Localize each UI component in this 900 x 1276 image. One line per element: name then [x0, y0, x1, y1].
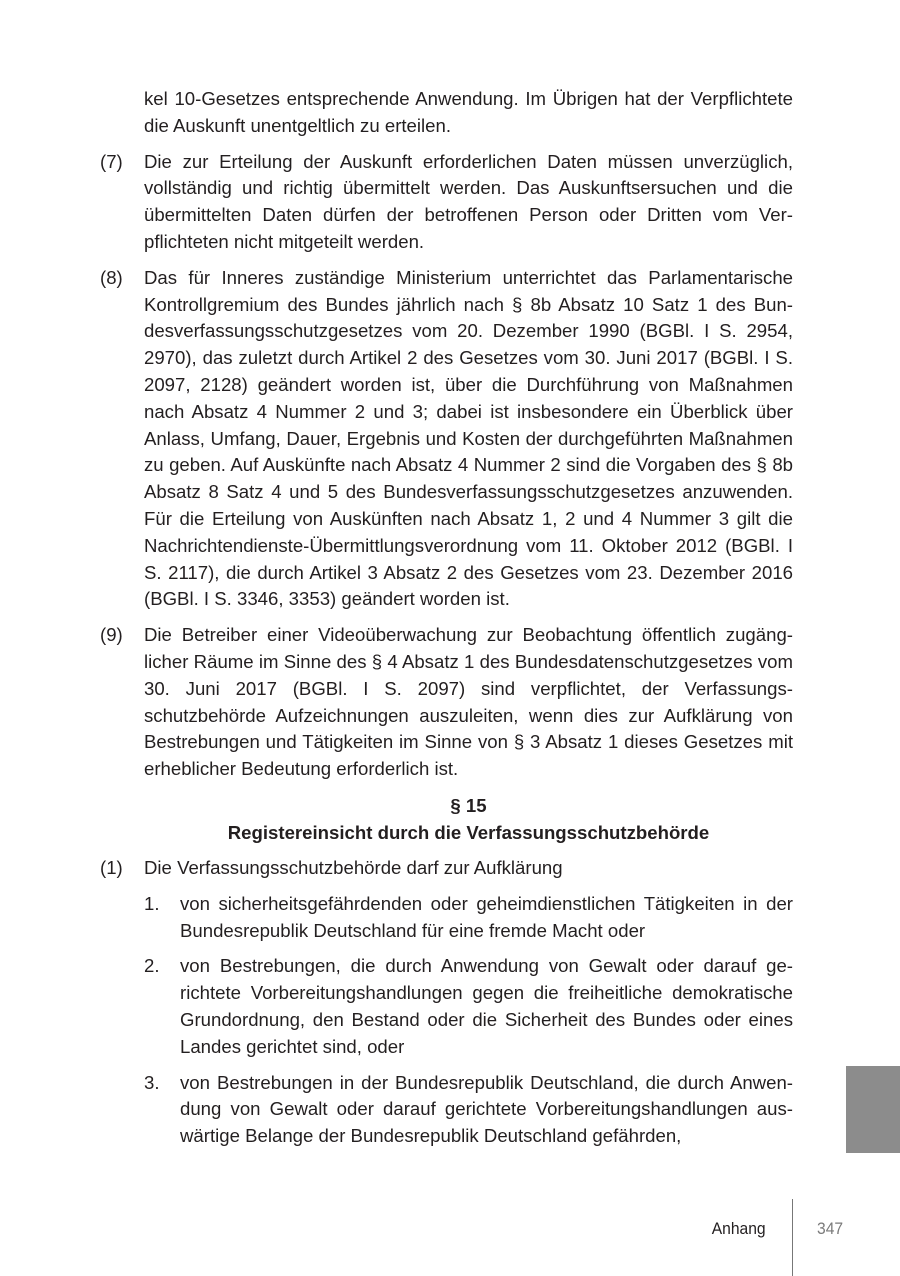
paragraph-number: (8) [100, 266, 123, 288]
paragraph-number: (9) [100, 624, 123, 646]
list-item-1 [144, 891, 793, 945]
paragraph-number: (1) [100, 856, 123, 878]
list-item-text: von Bestrebungen, die durch Anwendung von Gewalt oder darauf gerichtete Vorbereitungshandlungen gegen die freiheitliche demokratische Grundordnung, den Bestand oder die Sicherheit des Bundes oder eines Landes gerichtet sind, oder [180, 955, 793, 1057]
list-item-number: 2. [144, 955, 160, 977]
list-item-number: 1. [144, 892, 160, 914]
paragraph-text: Das für Inneres zuständige Ministerium unterrichtet das Parlamentarische Kontrollgremium des Bundes jährlich nach § 8b Absatz 10 Satz 1 des Bundesverfassungsschutzgesetzes vom 20. Dezember 1990 (BGBl. I S. 2954, 2970), das zuletzt durch Artikel 2 des Gesetzes vom 30. Juni 2017 (BGBl. I S. 2097, 2128) geändert worden ist, über die Durchführung von Maßnahmen nach Absatz 4 Nummer 2 und 3; dabei ist insbesondere ein Überblick über Anlass, Umfang, Dauer, Ergebnis und Kosten der durchgeführten Maßnahmen zu geben. Auf Auskünfte nach Absatz 4 Nummer 2 sind die Vorgaben des § 8b Absatz 8 Satz 4 und 5 des Bundesverfassungsschutzgesetzes anzuwenden. Für die Erteilung von Auskünften nach Absatz 1, 2 und 4 Nummer 3 gilt die Nachrichtendienste-Übermittlungsverordnung vom 11. Oktober 2012 (BGBl. I S. 2117), die durch Artikel 3 Absatz 2 des Gesetzes vom 23. Dezember 2016 (BGBl. I S. 3346, 3353) geändert worden ist. [144, 266, 793, 610]
list-item-2 [144, 953, 793, 1060]
section-paragraph-1 [100, 855, 793, 882]
list-item-number: 3. [144, 1071, 160, 1093]
section-title: Registereinsicht durch die Verfassungsschutzbehörde [227, 821, 710, 843]
body-text [100, 86, 793, 1159]
paragraph-text: Die zur Erteilung der Auskunft erforderlichen Daten müssen unverzüglich, vollständig und richtig übermittelt werden. Das Auskunftsersuchen und die übermittelten Daten dürfen der betroffenen Person oder Dritten vom Verpflichteten nicht mitgeteilt werden. [144, 150, 793, 252]
paragraph-text: Die Betreiber einer Videoüberwachung zur Beobachtung öffentlich zugänglicher Räume im Sinne des § 4 Absatz 1 des Bundesdatenschutzgesetzes vom 30. Juni 2017 (BGBl. I S. 2097) sind verpflichtet, der Verfassungsschutzbehörde Aufzeichnungen auszuleiten, wenn dies zur Aufklärung von Bestrebungen und Tätigkeiten im Sinne von § 3 Absatz 1 dieses Gesetzes mit erheblicher Bedeutung erforderlich ist. [144, 624, 793, 780]
section-heading [100, 792, 793, 846]
list-item-3 [144, 1070, 793, 1150]
chapter-thumb-tab [846, 1066, 900, 1153]
paragraph-text: Die Verfassungsschutzbehörde darf zur Aufklärung [144, 856, 563, 878]
paragraph-7 [100, 149, 793, 256]
paragraph-number: (7) [100, 150, 123, 172]
list-item-text: von Bestrebungen in der Bundesrepublik Deutschland, die durch Anwendung von Gewalt oder darauf gerichtete Vorbereitungshandlungen auswärtige Belange der Bundesrepublik Deutschland gefährden, [180, 1071, 793, 1147]
footer-section-label: Anhang [712, 1219, 766, 1238]
paragraph-9 [100, 622, 793, 783]
footer-divider [792, 1199, 793, 1276]
continuation-text: kel 10-Gesetzes entsprechende Anwendung. Im Übrigen hat der Verpflichtete die Auskunft unentgeltlich zu erteilen. [144, 88, 793, 136]
list-item-text: von sicherheitsgefährdenden oder geheimdienstlichen Tätigkeiten in der Bundesrepublik Deutschland für eine fremde Macht oder [180, 892, 793, 941]
page-number: 347 [817, 1219, 844, 1238]
section-number: § 15 [450, 794, 487, 816]
paragraph-8 [100, 265, 793, 613]
